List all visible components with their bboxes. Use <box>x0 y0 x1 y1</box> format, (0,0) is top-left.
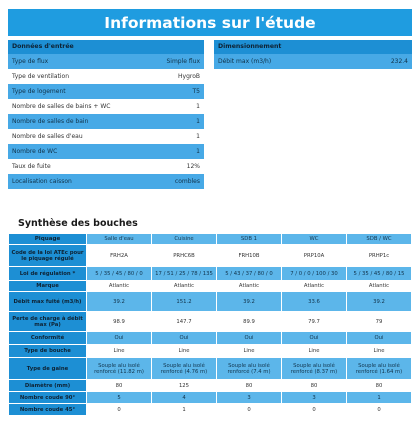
donnees-entree-label: Nombre de salles de bain <box>12 118 89 125</box>
donnees-entree-value: 1 <box>196 118 200 125</box>
synthese-cell: Souple alu isolé renforcé (1.64 m) <box>347 358 412 380</box>
synthese-cell: Oui <box>217 332 282 345</box>
synthese-row <box>9 267 412 281</box>
donnees-entree-panel <box>8 40 204 189</box>
synthese-title: Synthèse des bouches <box>18 218 138 229</box>
donnees-entree-label: Localisation caisson <box>12 178 72 185</box>
synthese-row-label: Conformité <box>9 332 87 345</box>
donnees-entree-row <box>8 159 204 174</box>
synthese-table <box>8 233 412 416</box>
synthese-cell: Oui <box>282 332 347 345</box>
donnees-entree-row <box>8 174 204 189</box>
synthese-row <box>9 281 412 292</box>
synthese-cell: 80 <box>217 380 282 392</box>
synthese-cell: 125 <box>152 380 217 392</box>
page-title: Informations sur l'étude <box>8 9 412 36</box>
synthese-header-row <box>9 234 412 245</box>
synthese-cell: Line <box>217 345 282 358</box>
synthese-cell: Oui <box>152 332 217 345</box>
synthese-row <box>9 380 412 392</box>
synthese-row-label: Marque <box>9 281 87 292</box>
synthese-cell: 39.2 <box>347 292 412 312</box>
donnees-entree-value: 1 <box>196 103 200 110</box>
synthese-column-header: Cuisine <box>152 234 217 245</box>
synthese-cell: 80 <box>347 380 412 392</box>
donnees-entree-label: Nombre de WC <box>12 148 58 155</box>
synthese-cell: Atlantic <box>347 281 412 292</box>
synthese-cell: 89.9 <box>217 312 282 332</box>
synthese-cell: Souple alu isolé renforcé (7.4 m) <box>217 358 282 380</box>
synthese-row-label: Type de bouche <box>9 345 87 358</box>
synthese-cell: FRH2A <box>87 245 152 267</box>
synthese-cell: 5 / 43 / 37 / 80 / 0 <box>217 267 282 281</box>
synthese-row-label: Type de gaine <box>9 358 87 380</box>
synthese-header-label: Piquage <box>9 234 87 245</box>
synthese-cell: 98.9 <box>87 312 152 332</box>
synthese-row-label: Perte de charge à débit max (Pa) <box>9 312 87 332</box>
donnees-entree-rows <box>8 54 204 189</box>
synthese-cell: 1 <box>347 392 412 404</box>
dimensionnement-header: Dimensionnement <box>214 40 412 54</box>
synthese-cell: Line <box>347 345 412 358</box>
synthese-cell: 0 <box>282 404 347 416</box>
donnees-entree-value: 1 <box>196 148 200 155</box>
synthese-cell: Atlantic <box>282 281 347 292</box>
synthese-cell: 3 <box>282 392 347 404</box>
synthese-row <box>9 312 412 332</box>
dimensionnement-label: Débit max (m3/h) <box>218 58 272 65</box>
synthese-cell: 80 <box>282 380 347 392</box>
dimensionnement-panel <box>214 40 412 69</box>
dimensionnement-row <box>214 54 412 69</box>
donnees-entree-value: HygroB <box>178 73 200 80</box>
synthese-row <box>9 245 412 267</box>
synthese-row-label: Diamètre (mm) <box>9 380 87 392</box>
synthese-cell: 79.7 <box>282 312 347 332</box>
donnees-entree-value: T5 <box>192 88 200 95</box>
synthese-column-header: WC <box>282 234 347 245</box>
synthese-cell: 17 / 51 / 25 / 78 / 135 <box>152 267 217 281</box>
donnees-entree-label: Type de logement <box>12 88 66 95</box>
synthese-cell: Souple alu isolé renforcé (4.76 m) <box>152 358 217 380</box>
synthese-row <box>9 332 412 345</box>
synthese-row-label: Code de la loi ATEc pour le piquage régulé <box>9 245 87 267</box>
synthese-cell: 39.2 <box>217 292 282 312</box>
synthese-cell: 5 / 35 / 45 / 80 / 15 <box>347 267 412 281</box>
synthese-cell: Oui <box>347 332 412 345</box>
synthese-cell: 0 <box>347 404 412 416</box>
donnees-entree-label: Type de ventilation <box>12 73 69 80</box>
synthese-cell: 5 <box>87 392 152 404</box>
donnees-entree-header: Données d'entrée <box>8 40 204 54</box>
synthese-row <box>9 292 412 312</box>
synthese-cell: Souple alu isolé renforcé (8.37 m) <box>282 358 347 380</box>
synthese-cell: 7 / 0 / 0 / 100 / 30 <box>282 267 347 281</box>
donnees-entree-row <box>8 84 204 99</box>
synthese-cell: 4 <box>152 392 217 404</box>
synthese-row <box>9 404 412 416</box>
donnees-entree-label: Type de flux <box>12 58 49 65</box>
synthese-row-label: Nombre coude 90° <box>9 392 87 404</box>
synthese-row-label: Débit max fuité (m3/h) <box>9 292 87 312</box>
synthese-cell: 1 <box>152 404 217 416</box>
donnees-entree-row <box>8 144 204 159</box>
donnees-entree-label: Nombre de salles d'eau <box>12 133 83 140</box>
synthese-cell: Oui <box>87 332 152 345</box>
synthese-cell: 3 <box>217 392 282 404</box>
donnees-entree-row <box>8 114 204 129</box>
donnees-entree-value: Simple flux <box>166 58 200 65</box>
synthese-cell: Atlantic <box>152 281 217 292</box>
synthese-cell: 0 <box>217 404 282 416</box>
donnees-entree-value: 12% <box>186 163 200 170</box>
synthese-row <box>9 358 412 380</box>
synthese-cell: Line <box>87 345 152 358</box>
donnees-entree-value: combles <box>174 178 200 185</box>
donnees-entree-row <box>8 99 204 114</box>
synthese-row-label: Nombre coude 45° <box>9 404 87 416</box>
synthese-row <box>9 345 412 358</box>
synthese-column-header: Salle d'eau <box>87 234 152 245</box>
synthese-cell: 0 <box>87 404 152 416</box>
synthese-cell: Souple alu isolé renforcé (11.82 m) <box>87 358 152 380</box>
dimensionnement-value: 232.4 <box>390 58 408 65</box>
donnees-entree-row <box>8 54 204 69</box>
synthese-cell: PRHP1c <box>347 245 412 267</box>
synthese-cell: 39.2 <box>87 292 152 312</box>
synthese-cell: Atlantic <box>217 281 282 292</box>
synthese-cell: 80 <box>87 380 152 392</box>
donnees-entree-row <box>8 129 204 144</box>
donnees-entree-label: Nombre de salles de bains + WC <box>12 103 111 110</box>
synthese-cell: PRP10A <box>282 245 347 267</box>
donnees-entree-label: Taux de fuite <box>12 163 51 170</box>
synthese-cell: Atlantic <box>87 281 152 292</box>
synthese-column-header: SDB / WC <box>347 234 412 245</box>
synthese-row <box>9 392 412 404</box>
synthese-cell: 33.6 <box>282 292 347 312</box>
synthese-column-header: SDB 1 <box>217 234 282 245</box>
synthese-cell: 147.7 <box>152 312 217 332</box>
synthese-cell: FRH10B <box>217 245 282 267</box>
synthese-cell: Line <box>152 345 217 358</box>
synthese-cell: 151.2 <box>152 292 217 312</box>
synthese-row-label: Loi de régulation * <box>9 267 87 281</box>
synthese-cell: 5 / 35 / 45 / 80 / 0 <box>87 267 152 281</box>
synthese-cell: PRHC6B <box>152 245 217 267</box>
synthese-cell: Line <box>282 345 347 358</box>
dimensionnement-rows <box>214 54 412 69</box>
donnees-entree-row <box>8 69 204 84</box>
synthese-cell: 79 <box>347 312 412 332</box>
donnees-entree-value: 1 <box>196 133 200 140</box>
